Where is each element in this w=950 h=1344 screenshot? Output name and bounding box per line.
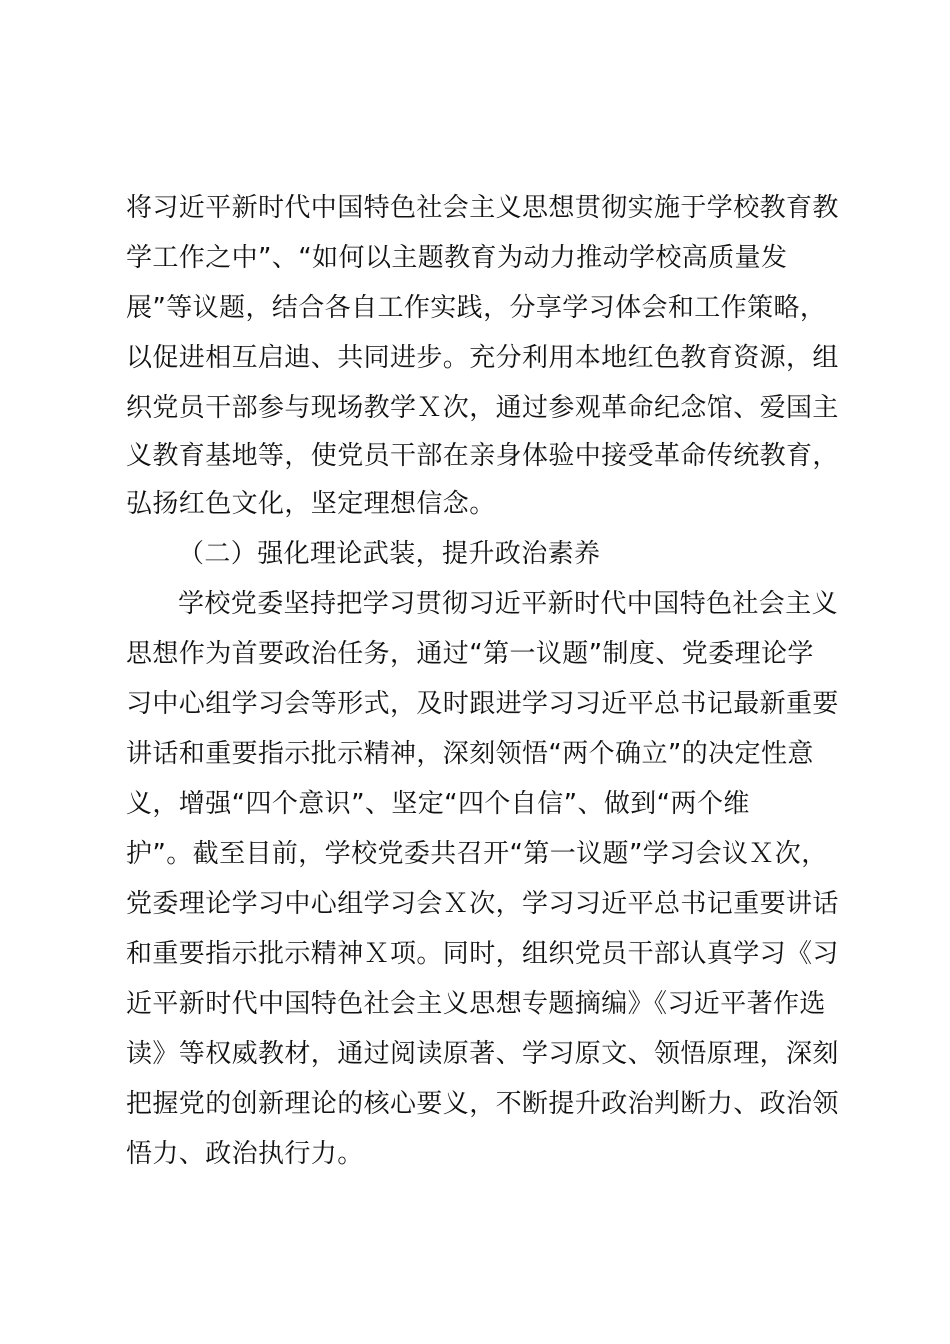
paragraph-2-line-8: 和重要指示批示精神Ｘ项。同时，组织党员干部认真学习《习 bbox=[126, 939, 839, 969]
paragraph-2-line-5: 义，增强“四个意识”、坚定“四个自信”、做到“两个维 bbox=[126, 789, 750, 819]
paragraph-1-line-7: 弘扬红色文化，坚定理想信念。 bbox=[126, 489, 496, 519]
paragraph-2-line-9: 近平新时代中国特色社会主义思想专题摘编》《习近平著作选 bbox=[126, 989, 826, 1019]
paragraph-2-line-11: 把握党的创新理论的核心要义，不断提升政治判断力、政治领 bbox=[126, 1089, 839, 1119]
paragraph-2-line-1: 学校党委坚持把学习贯彻习近平新时代中国特色社会主义 bbox=[178, 589, 839, 619]
paragraph-2-line-10: 读》等权威教材，通过阅读原著、学习原文、领悟原理，深刻 bbox=[126, 1039, 839, 1069]
paragraph-2-line-12: 悟力、政治执行力。 bbox=[126, 1139, 364, 1169]
paragraph-2-line-4: 讲话和重要指示批示精神，深刻领悟“两个确立”的决定性意 bbox=[126, 739, 814, 769]
paragraph-1-line-5: 织党员干部参与现场教学Ｘ次，通过参观革命纪念馆、爱国主 bbox=[126, 393, 839, 423]
paragraph-2-line-7: 党委理论学习中心组学习会Ｘ次，学习习近平总书记重要讲话 bbox=[126, 889, 839, 919]
section-heading: （二）强化理论武装，提升政治素养 bbox=[178, 539, 601, 569]
paragraph-1-line-6: 义教育基地等，使党员干部在亲身体验中接受革命传统教育， bbox=[126, 441, 839, 471]
paragraph-1-line-2: 学工作之中”、“如何以主题教育为动力推动学校高质量发 bbox=[126, 243, 788, 273]
paragraph-1-line-1: 将习近平新时代中国特色社会主义思想贯彻实施于学校教育教 bbox=[126, 193, 839, 223]
paragraph-2-line-2: 思想作为首要政治任务，通过“第一议题”制度、党委理论学 bbox=[126, 639, 814, 669]
paragraph-2-line-3: 习中心组学习会等形式，及时跟进学习习近平总书记最新重要 bbox=[126, 689, 839, 719]
paragraph-2-line-6: 护”。截至目前，学校党委共召开“第一议题”学习会议Ｘ次， bbox=[126, 839, 828, 869]
paragraph-1-line-4: 以促进相互启迪、共同进步。充分利用本地红色教育资源，组 bbox=[126, 343, 839, 373]
paragraph-1-line-3: 展”等议题，结合各自工作实践，分享学习体会和工作策略， bbox=[126, 293, 827, 323]
